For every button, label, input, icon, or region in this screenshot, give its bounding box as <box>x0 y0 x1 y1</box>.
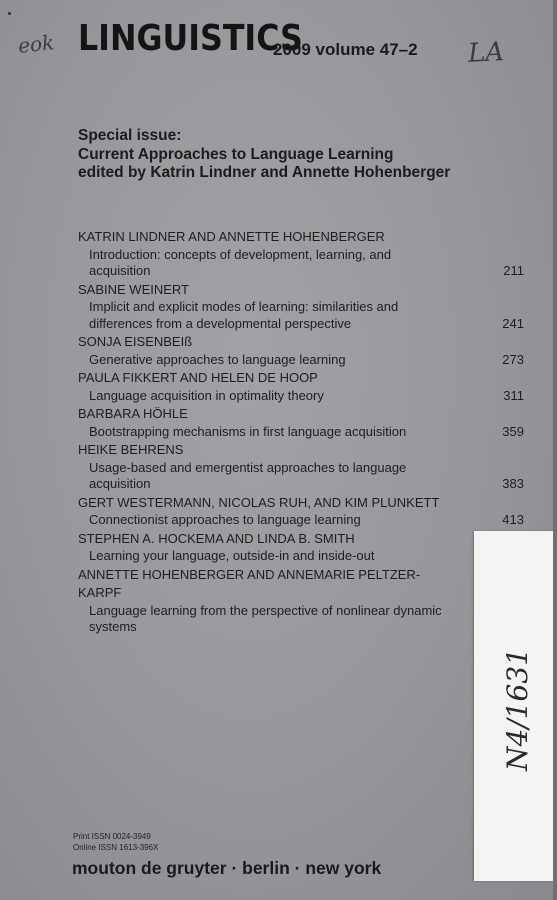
toc-article-title: Connectionist approaches to language learning <box>89 512 361 527</box>
toc-article-title: acquisition <box>89 263 151 278</box>
print-issn: Print ISSN 0024-3949 <box>73 832 151 841</box>
toc-article-title: differences from a developmental perspective <box>89 315 352 331</box>
table-of-contents <box>78 228 528 637</box>
page-edge <box>553 0 557 900</box>
special-issue-title: Current Approaches to Language Learning <box>78 145 394 163</box>
special-issue-heading <box>78 127 450 183</box>
publisher-line: mouton de gruyter · berlin · new york <box>72 858 382 878</box>
toc-article-title: Usage-based and emergentist approaches to language <box>89 459 407 475</box>
handwritten-note-right: LA <box>467 37 505 69</box>
toc-author: GERT WESTERMANN, NICOLAS RUH, AND KIM PLUNKETT <box>78 494 440 510</box>
toc-article-title: systems <box>89 619 137 634</box>
journal-title: LINGUISTICS <box>78 18 303 59</box>
issue-line: 2009 volume 47–2 <box>273 40 418 59</box>
toc-author: SONJA EISENBEIß <box>78 334 193 349</box>
toc-author: KARPF <box>78 585 122 600</box>
toc-author: HEIKE BEHRENS <box>78 442 184 457</box>
toc-entry <box>78 566 528 636</box>
special-issue-label: Special issue: <box>78 127 182 144</box>
library-sticker <box>474 531 557 881</box>
toc-entry <box>78 494 528 529</box>
toc-page-number: 383 <box>502 476 524 491</box>
toc-entry <box>78 441 528 493</box>
toc-entry <box>78 405 528 440</box>
toc-article-title: Bootstrapping mechanisms in first language acquisition <box>89 423 407 439</box>
toc-author: PAULA FIKKERT AND HELEN DE HOOP <box>78 370 318 385</box>
toc-article-title: Introduction: concepts of development, learning, and <box>89 246 392 262</box>
toc-entry <box>78 530 528 565</box>
toc-article-title: Learning your language, outside-in and inside-out <box>89 548 375 563</box>
toc-entry <box>78 228 528 280</box>
toc-author: SABINE WEINERT <box>78 281 190 297</box>
special-issue-editors: edited by Katrin Lindner and Annette Hohenberger <box>78 164 451 181</box>
toc-article-title: Generative approaches to language learning <box>89 351 346 367</box>
toc-article-title: Implicit and explicit modes of learning: similarities and <box>89 299 399 314</box>
issn-block <box>73 832 158 853</box>
toc-author: KATRIN LINDNER AND ANNETTE HOHENBERGER <box>78 229 385 244</box>
toc-entry <box>78 281 528 333</box>
toc-page-number: 359 <box>502 423 524 439</box>
toc-article-title: acquisition <box>89 476 151 491</box>
toc-article-title: Language acquisition in optimality theory <box>89 387 324 403</box>
toc-article-title: Language learning from the perspective of nonlinear dynamic <box>89 602 442 618</box>
toc-author: STEPHEN A. HOCKEMA AND LINDA B. SMITH <box>78 530 355 546</box>
toc-page-number: 241 <box>502 315 524 331</box>
toc-author: ANNETTE HOHENBERGER AND ANNEMARIE PELTZER- <box>78 566 421 582</box>
toc-page-number: 413 <box>502 512 524 527</box>
shelfmark: N4/1631 <box>501 647 534 771</box>
handwritten-note-left: eok <box>16 30 56 58</box>
online-issn: Online ISSN 1613-396X <box>73 842 159 852</box>
toc-page-number: 211 <box>503 263 524 278</box>
toc-entry <box>78 333 528 368</box>
toc-author: BARBARA HÖHLE <box>78 406 188 421</box>
toc-page-number: 273 <box>502 351 524 367</box>
speck-mark <box>8 12 11 15</box>
toc-entry <box>78 369 528 404</box>
toc-page-number: 311 <box>503 387 524 403</box>
